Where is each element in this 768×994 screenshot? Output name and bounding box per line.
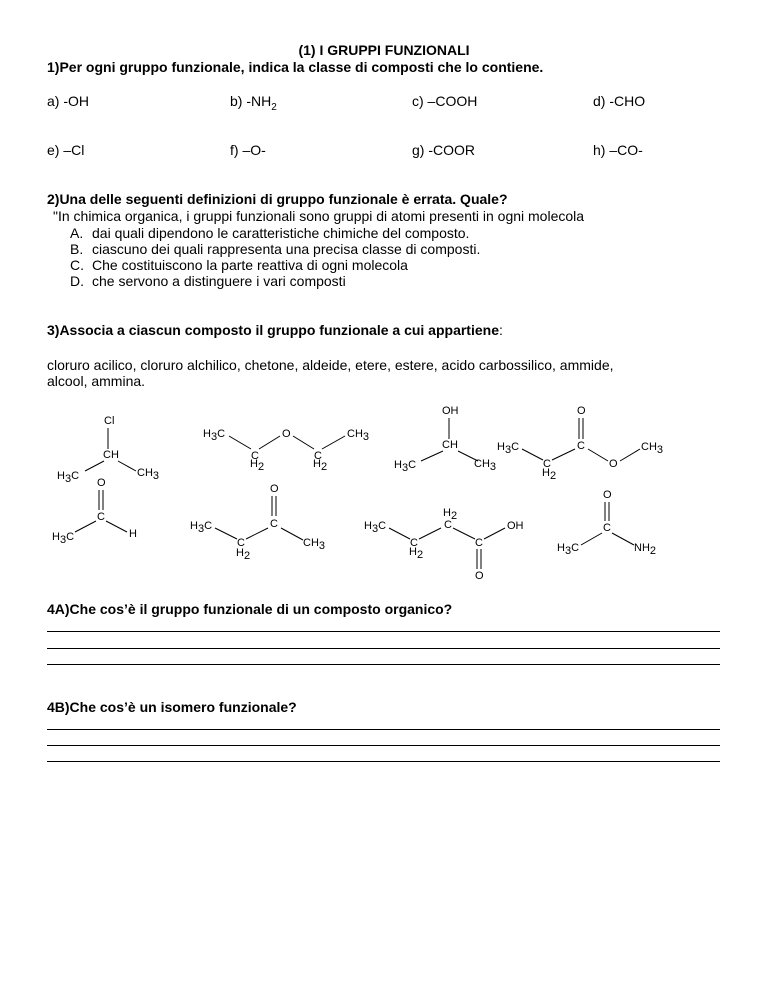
svg-text:C: C [251,450,259,462]
answer-line-4b-1[interactable] [47,729,720,730]
option-d: d) -CHO [593,93,646,109]
svg-text:OH: OH [507,520,524,532]
svg-text:H3C: H3C [394,459,417,474]
svg-text:Cl: Cl [104,415,115,427]
molecule-ester [497,405,663,482]
svg-text:H3C: H3C [57,470,80,485]
compound-list-line-2: alcool, ammina. [47,373,146,389]
option-g: g) -COOR [412,142,475,158]
option-b: b) $-NH_2$ [230,93,277,113]
svg-text:C: C [475,537,483,549]
svg-text:H2: H2 [409,546,424,561]
q2-option-d: D. che servono a distinguere i vari composti [70,273,346,289]
svg-text:O: O [282,428,291,440]
svg-text:H2: H2 [250,458,265,473]
question-1: 1)Per ogni gruppo funzionale, indica la classe di composti che lo contiene. [47,59,544,75]
svg-text:O: O [577,405,586,417]
svg-text:O: O [97,477,106,489]
svg-text:O: O [603,489,612,501]
svg-text:C: C [270,518,278,530]
svg-text:OH: OH [442,405,459,417]
svg-text:CH: CH [442,439,458,451]
option-e: e) –Cl [47,142,85,158]
svg-text:H: H [129,528,137,540]
svg-text:CH3: CH3 [137,467,160,482]
page-title: (1) I GRUPPI FUNZIONALI [298,42,470,58]
svg-text:H2: H2 [313,458,328,473]
molecule-ketone [190,483,325,562]
svg-text:C: C [543,458,551,470]
svg-text:C: C [410,537,418,549]
option-a: a) -OH [47,93,89,109]
molecule-amide [557,489,656,557]
question-4b: 4B)Che cos’è un isomero funzionale? [47,699,297,715]
question-4a: 4A)Che cos’è il gruppo funzionale di un composto organico? [47,601,453,617]
molecule-chloroalkane [57,415,159,485]
svg-text:CH3: CH3 [474,458,497,473]
molecule-carboxylic-acid [364,507,524,582]
svg-text:C: C [97,511,105,523]
svg-text:CH: CH [103,449,119,461]
molecule-aldehyde [52,477,137,546]
svg-text:CH3: CH3 [641,441,664,456]
svg-text:H3C: H3C [557,542,580,557]
svg-text:H2: H2 [542,467,557,482]
option-f: f) –O- [230,142,266,158]
svg-text:H3C: H3C [364,520,387,535]
svg-text:CH3: CH3 [347,428,370,443]
svg-text:H2: H2 [236,547,251,562]
q2-option-c: C. Che costituiscono la parte reattiva di ogni molecola [70,257,408,273]
svg-text:H3C: H3C [190,520,213,535]
answer-line-4b-3[interactable] [47,761,720,762]
svg-text:C: C [603,522,611,534]
q2-option-b: B. ciascuno dei quali rappresenta una precisa classe di composti. [70,241,481,257]
question-2-intro: "In chimica organica, i gruppi funzionali sono gruppi di atomi presenti in ogni molecola [53,208,585,224]
option-h: h) –CO- [593,142,643,158]
svg-text:H3C: H3C [203,428,226,443]
svg-text:H3C: H3C [497,441,520,456]
svg-text:CH3: CH3 [303,537,326,552]
answer-line-4b-2[interactable] [47,745,720,746]
option-c: c) –COOH [412,93,478,109]
svg-text:O: O [475,570,484,582]
q2-option-a: A. dai quali dipendono le caratteristiche chimiche del composto. [70,225,470,241]
svg-text:H2: H2 [443,507,458,522]
svg-text:C: C [314,450,322,462]
svg-text:O: O [270,483,279,495]
svg-text:C: C [577,440,585,452]
answer-line-4a-3[interactable] [47,664,720,665]
molecule-ether [203,428,369,473]
question-2: 2)Una delle seguenti definizioni di gruppo funzionale è errata. Quale? [47,191,508,207]
svg-text:C: C [444,519,452,531]
answer-line-4a-2[interactable] [47,648,720,649]
svg-text:C: C [237,537,245,549]
compound-list-line-1: cloruro acilico, cloruro alchilico, chetone, aldeide, etere, estere, acido carbossilico, ammide, [47,357,614,373]
svg-text:O: O [609,458,618,470]
answer-line-4a-1[interactable] [47,631,720,632]
molecule-alcohol [394,405,496,474]
svg-text:H3C: H3C [52,531,75,546]
svg-text:NH2: NH2 [634,542,657,557]
question-3: 3)Associa a ciascun composto il gruppo funzionale a cui appartiene: [47,322,503,338]
